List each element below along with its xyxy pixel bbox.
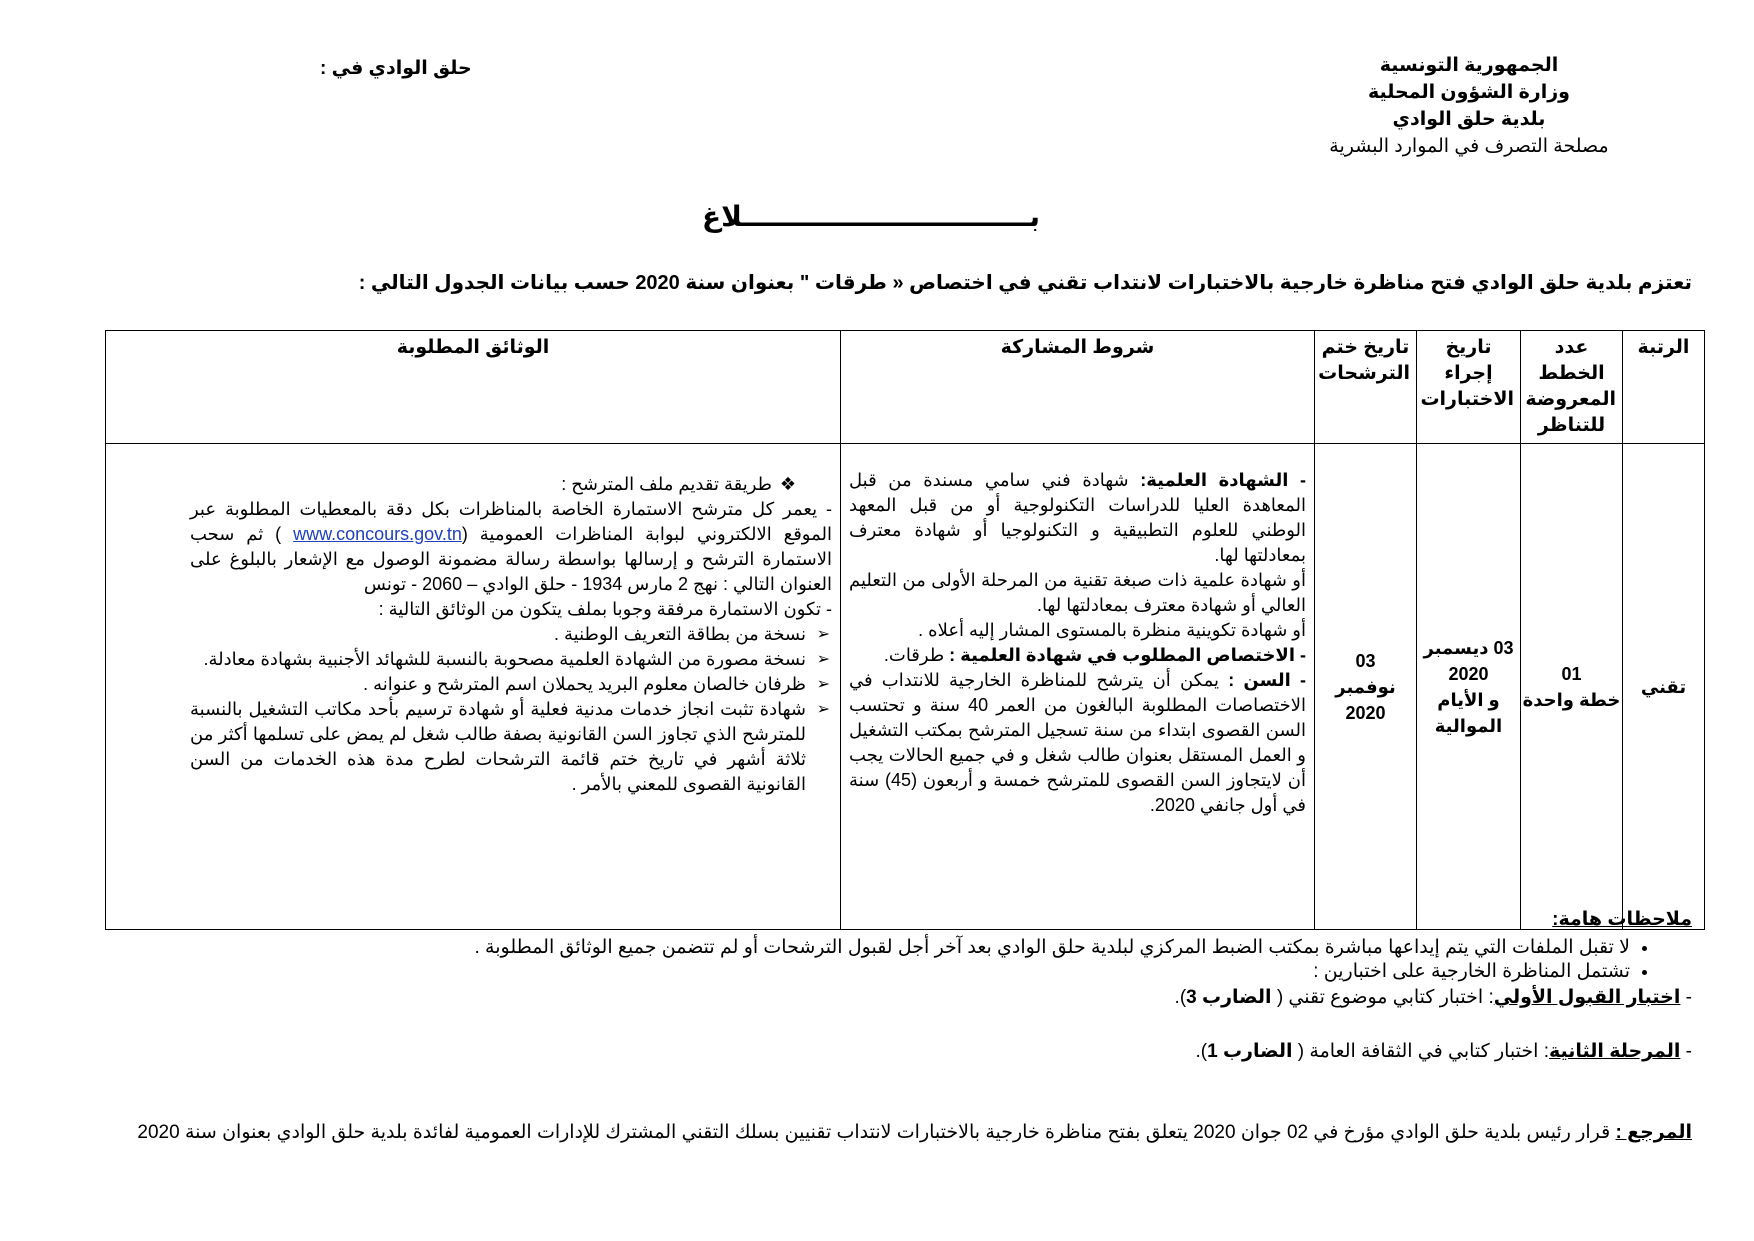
doc-method-text: طريقة تقديم ملف المترشح : — [561, 474, 772, 494]
condition-age-text: يمكن أن يترشح للمناظرة الخارجية للانتداب في الاختصاصات المطلوبة البالغون من العمر 40 سنة و تحتسب السن القصوى ابتداء من سنة تسجيل المترشح بمكتب التشغيل و العمل المستقل بعنوان طالب شغل و في جميع الحالات يجب أن لايتجاوز السن القصوى للمترشح خمسة و أربعون (45) سنة في أول جانفي 2020. — [849, 670, 1306, 815]
condition-age — [849, 668, 1306, 818]
condition-age-label: - السن : — [1228, 670, 1306, 690]
list-item: ➢ نسخة مصورة من الشهادة العلمية مصحوبة بالنسبة للشهائد الأجنبية بشهادة معادلة. — [190, 647, 832, 672]
header-exam-date: تاريخ إجراء الاختبارات — [1417, 331, 1521, 444]
exam-date-line4: الموالية — [1434, 715, 1503, 736]
exam-date-line1: 03 ديسمبر — [1423, 637, 1514, 658]
cell-deadline — [1315, 444, 1417, 930]
diamond-bullet-icon: ❖ — [779, 474, 796, 494]
note-bullet-2: • تشتمل المناظرة الخارجية على اختبارين : — [72, 960, 1630, 984]
condition-degree — [849, 468, 1306, 568]
condition-specialty-label: - الاختصاص المطلوب في شهادة العلمية : — [949, 645, 1306, 665]
list-item: ➢ شهادة تثبت انجاز خدمات مدنية فعلية أو شهادة ترسيم بأحد مكاتب التشغيل بالنسبة للمترشح الذي تجاوز السن القانونية بصفة طالب شغل لم يمض على تسلمها أكثر من ثلاثة أشهر في تاريخ ختم قائمة الترشحات لطرح مدة هذه الخدمات من السن القانونية القصوى للمعني بالأمر . — [190, 699, 830, 794]
condition-specialty — [849, 643, 1306, 668]
reference-label: المرجع : — [1615, 1122, 1692, 1143]
reference-text: قرار رئيس بلدية حلق الوادي مؤرخ في 02 جوان 2020 يتعلق بفتح مناظرة خارجية بالاختبارات لانتداب تقنيين بسلك التقني المشترك للإدارات العمومية لفائدة بلدية حلق الوادي بعنوان سنة 2020 — [137, 1122, 1616, 1143]
doc-instruction-1b: ) ثم سحب الاستمارة الترشح و إرسالها بواسطة رسالة مضمونة الوصول مع الإشعار بالبلوغ على العنوان التالي : نهج 2 مارس 1934 - حلق الوادي – 2060 - تونس — [190, 524, 832, 594]
doc-instruction-1a: - يعمر كل مترشح الاستمارة الخاصة بالمناظرات بكل دقة بالمعطيات المطلوبة عبر الموقع الالكتروني لبوابة المناظرات العمومية ( — [190, 499, 832, 544]
table-header-row — [106, 331, 1705, 444]
header-positions: عدد الخطط المعروضة للتناظر — [1521, 331, 1623, 444]
stage-1: - اختبار القبول الأولي: اختبار كتابي موضوع تقني ( الضارب 3). — [1174, 987, 1692, 1008]
stage-2-coef: الضارب 1 — [1207, 1041, 1298, 1062]
deadline-line1: 03 — [1355, 650, 1376, 671]
stage-2-text: : اختبار كتابي في الثقافة العامة ( — [1297, 1041, 1549, 1062]
condition-specialty-text: طرقات. — [883, 645, 950, 665]
issuer-block — [1299, 52, 1639, 160]
table-row — [106, 444, 1705, 930]
cell-exam-date — [1417, 444, 1521, 930]
deadline-line3: 2020 — [1345, 702, 1386, 723]
stage-1-label: اختبار القبول الأولي — [1493, 987, 1681, 1008]
stage-2-label: المرحلة الثانية — [1548, 1041, 1681, 1062]
notes-list — [72, 936, 1692, 984]
note-bullet-1: • لا تقبل الملفات التي يتم إيداعها مباشرة بمكتب الضبط المركزي لبلدية حلق الوادي بعد آخر أجل لقبول الترشحات أو لم تتضمن جميع الوثائق المطلوبة . — [72, 936, 1630, 960]
issuer-department: مصلحة التصرف في الموارد البشرية — [1329, 136, 1609, 157]
arrow-bullet-icon: ➢ — [816, 701, 830, 718]
rank-value: تقني — [1640, 676, 1687, 697]
stage-1-text: : اختبار كتابي موضوع تقني ( — [1276, 987, 1494, 1008]
doc-instruction-2: - تكون الاستمارة مرفقة وجوبا بملف يتكون من الوثائق التالية : — [378, 599, 832, 619]
cell-documents — [106, 444, 841, 930]
condition-degree-label: - الشهادة العلمية: — [1140, 470, 1306, 490]
condition-alt1: أو شهادة علمية ذات صبغة تقنية من المرحلة الأولى من التعليم العالي أو شهادة معترف بمعادلتها لها. — [849, 570, 1306, 615]
doc-list — [190, 622, 832, 797]
exam-date-line2: 2020 — [1448, 663, 1489, 684]
deadline-line2: نوفمبر — [1335, 676, 1396, 697]
condition-alt2: أو شهادة تكوينية منظرة بالمستوى المشار إليه أعلاه . — [918, 620, 1306, 640]
reference-paragraph — [92, 1118, 1692, 1148]
place-date: حلق الوادي في : — [320, 58, 472, 79]
cell-positions — [1521, 444, 1623, 930]
positions-number: 01 — [1561, 663, 1582, 684]
cell-conditions — [841, 444, 1315, 930]
doc-instruction-1 — [190, 497, 832, 597]
doc-method — [190, 472, 832, 497]
notes-section — [72, 908, 1692, 1064]
arrow-bullet-icon: ➢ — [816, 626, 830, 643]
stage-2-end: ). — [1195, 1041, 1208, 1062]
header-documents: الوثائق المطلوبة — [106, 331, 841, 444]
notes-heading: ملاحظات هامة: — [1552, 909, 1692, 930]
list-item: ➢ ظرفان خالصان معلوم البريد يحملان اسم المترشح و عنوانه . — [190, 672, 832, 697]
stage-2: - المرحلة الثانية: اختبار كتابي في الثقافة العامة ( الضارب 1). — [1195, 1041, 1692, 1062]
exam-date-line3: و الأيام — [1437, 689, 1500, 710]
arrow-bullet-icon: ➢ — [816, 651, 830, 668]
intro-paragraph: تعتزم بلدية حلق الوادي فتح مناظرة خارجية بالاختبارات لانتداب تقني في اختصاص « طرقات " بعنوان سنة 2020 حسب بيانات الجدول التالي : — [358, 272, 1692, 294]
header-rank: الرتبة — [1623, 331, 1705, 444]
stage-1-coef: الضارب 3 — [1186, 987, 1277, 1008]
positions-text: خطة واحدة — [1522, 689, 1621, 710]
condition-degree-text: شهادة فني سامي مسندة من قبل المعاهدة العليا للدراسات التكنولوجية أو من قبل المعهد الوطني للعلوم التطبيقية و التكنولوجيا أو شهادة معترف بمعادلتها لها. — [849, 470, 1306, 565]
header-deadline: تاريخ ختم الترشحات — [1315, 331, 1417, 444]
header-conditions: شروط المشاركة — [841, 331, 1315, 444]
list-item: ➢ نسخة من بطاقة التعريف الوطنية . — [190, 622, 832, 647]
issuer-ministry: وزارة الشؤون المحلية — [1367, 82, 1570, 103]
competition-table — [105, 330, 1705, 930]
cell-rank — [1623, 444, 1705, 930]
issuer-republic: الجمهورية التونسية — [1379, 55, 1559, 76]
portal-link[interactable]: www.concours.gov.tn — [293, 524, 462, 544]
issuer-municipality: بلدية حلق الوادي — [1392, 109, 1546, 130]
arrow-bullet-icon: ➢ — [816, 676, 830, 693]
document-title: بــــــــــــــــــــــــــــــلاغ — [701, 201, 1040, 232]
stage-1-end: ). — [1174, 987, 1187, 1008]
